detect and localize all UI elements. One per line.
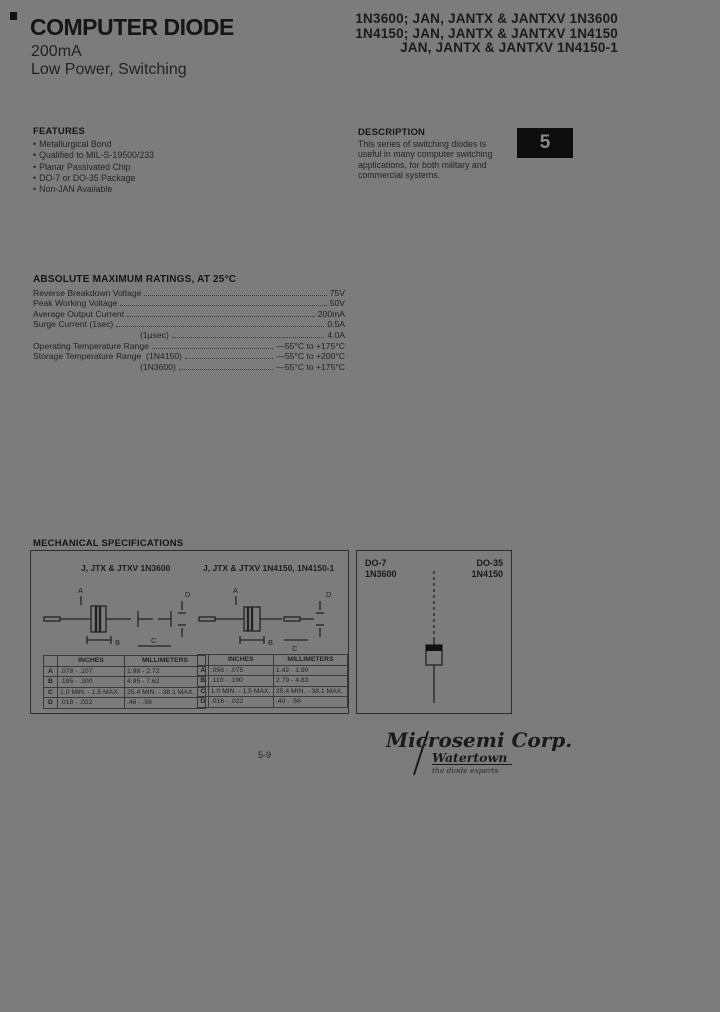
right-drawing-title: J, JTX & JTXV 1N4150, 1N4150-1 — [203, 563, 335, 573]
svg-text:B: B — [268, 638, 274, 647]
bullet-icon: • — [33, 139, 37, 149]
logo-tagline: the diode experts — [432, 766, 499, 775]
svg-text:D: D — [326, 590, 332, 599]
table-row: D .016 - .022 .40 - .56 — [198, 697, 348, 708]
vertical-diode-drawing — [357, 551, 511, 713]
rating-row: Operating Temperature Range —55°C to +175°C — [33, 340, 345, 351]
table-row: D .018 - .022 .46 - .56 — [44, 698, 206, 709]
description-section — [358, 127, 510, 180]
features-heading: FEATURES — [33, 126, 86, 137]
dot-leader — [127, 316, 315, 317]
table-row: C 1.0 MIN. - 1.5 MAX. 25.4 MIN. - 38.1 MAX. — [198, 686, 348, 697]
rating-row: Surge Current (1sec) 0.5A — [33, 319, 345, 330]
category-subtitle: Low Power, Switching — [31, 61, 187, 78]
bullet-icon: • — [33, 184, 37, 195]
dimension-table-1n4150 — [197, 654, 348, 708]
table-row: C 1.0 MIN. - 1.5 MAX. 25.4 MIN. - 38.1 MAX. — [44, 687, 206, 698]
bullet-icon: • — [33, 161, 37, 172]
table-row: A .056 - .075 1.42 - 1.90 — [198, 665, 348, 676]
svg-text:A: A — [233, 586, 239, 595]
package-label-do7: DO-7 1N3600 — [365, 558, 397, 579]
dot-leader — [120, 305, 326, 306]
part-line: 1N4150; JAN, JANTX & JANTXV 1N4150 — [355, 25, 618, 41]
ratings-heading: ABSOLUTE MAXIMUM RATINGS, AT 25°C — [33, 274, 237, 285]
svg-text:D: D — [185, 590, 191, 599]
dot-leader — [172, 337, 324, 338]
mechanical-heading: MECHANICAL SPECIFICATIONS — [33, 538, 184, 549]
page-number: 5-9 — [258, 750, 272, 760]
features-section — [33, 126, 333, 195]
section-number: 5 — [539, 132, 551, 153]
diode-outline-drawing-1n4150 — [196, 583, 346, 655]
package-outline-box — [356, 550, 512, 714]
dimension-table-1n3600 — [43, 655, 206, 709]
ratings-section — [33, 274, 345, 372]
description-text: This series of switching diodes is useful in many computer switching applications, for both military and commercial systems. — [358, 139, 493, 180]
current-rating-subtitle: 200mA — [31, 43, 82, 60]
feature-item: • Qualified to MIL-S-19500/233 — [33, 150, 155, 161]
bullet-icon: • — [33, 150, 37, 161]
rating-row: Peak Working Voltage 50V — [33, 298, 345, 309]
dot-leader — [116, 326, 324, 327]
package-label-do35: DO-35 1N4150 — [471, 558, 503, 579]
dot-leader — [152, 348, 273, 349]
rating-row: Storage Temperature Range (1N4150) —55°C to +200°C — [33, 351, 345, 362]
dot-leader — [144, 295, 326, 296]
svg-text:B: B — [115, 638, 121, 647]
registration-mark — [10, 12, 17, 20]
left-drawing-title: J, JTX & JTXV 1N3600 — [81, 563, 171, 573]
feature-item: • Non-JAN Available — [33, 184, 113, 195]
logo-division: Watertown — [432, 750, 508, 765]
rating-row: Average Output Current 200mA — [33, 308, 345, 319]
part-line: 1N3600; JAN, JANTX & JANTXV 1N3600 — [355, 11, 618, 26]
logo-company-name: Microsemi Corp. — [386, 728, 573, 752]
page-title: COMPUTER DIODE — [30, 14, 234, 40]
bullet-icon: • — [33, 172, 37, 183]
table-row: A .078 - .107 1.98 - 2.72 — [44, 666, 206, 677]
logo-underline — [432, 764, 512, 765]
feature-item: • DO-7 or DO-35 Package — [33, 172, 136, 183]
svg-text:C: C — [151, 636, 157, 645]
company-logo — [382, 726, 573, 784]
table-row: B .110 - .190 2.79 - 4.83 — [198, 676, 348, 687]
table-header-row: INCHES MILLIMETERS — [198, 655, 348, 666]
rating-row: Reverse Breakdown Voltage 75V — [33, 287, 345, 298]
table-row: B .195 - .300 4.95 - 7.62 — [44, 677, 206, 688]
dot-leader — [179, 369, 273, 370]
mechanical-drawings-box — [30, 550, 349, 714]
part-number-header — [250, 12, 618, 56]
feature-item: • Metallurgical Bond — [33, 139, 112, 149]
section-number-tab — [517, 128, 573, 158]
svg-text:C: C — [292, 644, 298, 653]
dot-leader — [185, 358, 273, 359]
table-header-row: INCHES MILLIMETERS — [44, 656, 206, 667]
svg-text:A: A — [78, 586, 84, 595]
description-heading: DESCRIPTION — [358, 127, 426, 138]
rating-row: (1N3600) —55°C to +175°C — [140, 361, 345, 372]
rating-row: (1μsec) 4.0A — [140, 329, 345, 340]
part-line: JAN, JANTX & JANTXV 1N4150-1 — [400, 40, 618, 55]
diode-outline-drawing-1n3600 — [41, 583, 191, 655]
feature-item: • Planar Passivated Chip — [33, 161, 131, 172]
